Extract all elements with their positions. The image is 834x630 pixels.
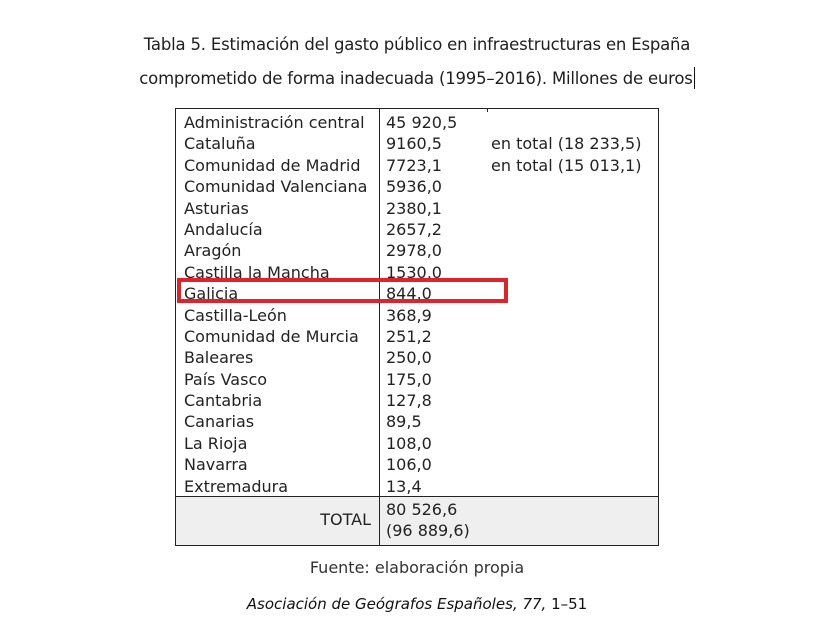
table-row [176, 305, 658, 326]
cell-value: 108,0 [386, 433, 432, 453]
cell-value: 175,0 [386, 369, 432, 389]
table-row [176, 240, 658, 261]
column-divider [379, 497, 380, 545]
total-label: TOTAL [320, 510, 371, 529]
data-table [175, 108, 659, 546]
cell-name: Baleares [184, 348, 254, 368]
cell-name: Andalucía [184, 219, 263, 239]
table-row [176, 476, 658, 497]
cell-name: Cantabria [184, 391, 263, 411]
highlight-box-galicia [177, 278, 508, 303]
journal-pages: 1–51 [551, 595, 588, 613]
cell-name: Cataluña [184, 134, 256, 154]
cell-name: Extremadura [184, 476, 288, 496]
cell-name: Comunidad de Madrid [184, 155, 361, 175]
table-caption-line-2 [0, 67, 834, 89]
table-body [176, 112, 658, 497]
cell-value: 2978,0 [386, 241, 442, 261]
cell-value: 106,0 [386, 455, 432, 475]
cell-name: Galicia [184, 284, 239, 304]
cell-name: Canarias [184, 412, 255, 432]
table-row [176, 198, 658, 219]
table-row [176, 411, 658, 432]
cell-value: 5936,0 [386, 177, 442, 197]
cell-name: Comunidad de Murcia [184, 326, 359, 346]
table-row [176, 326, 658, 347]
cell-name: Comunidad Valenciana [184, 177, 368, 197]
journal-citation [0, 595, 834, 613]
cell-value: 9160,5 [386, 134, 442, 154]
cell-name: Asturias [184, 198, 249, 218]
cell-value: 13,4 [386, 476, 422, 496]
table-row [176, 155, 658, 176]
table-row [176, 112, 658, 133]
cell-name: La Rioja [184, 433, 248, 453]
cell-name: Administración central [184, 113, 365, 132]
table-row [176, 219, 658, 240]
caption-text: comprometido de forma inadecuada (1995–2016). Millones de euros [139, 69, 693, 88]
cell-value: 89,5 [386, 412, 422, 432]
cell-name: Castilla la Mancha [184, 262, 330, 282]
source-note: Fuente: elaboración propia [309, 558, 525, 577]
table-caption-line-1: Tabla 5. Estimación del gasto público en infraestructuras en España [143, 35, 691, 54]
total-value-alt: (96 889,6) [386, 521, 470, 540]
cell-name: Castilla-León [184, 305, 287, 325]
table-row [176, 390, 658, 411]
table-row [176, 176, 658, 197]
table-row [176, 133, 658, 154]
cell-name: Navarra [184, 455, 248, 475]
journal-volume: 77, [522, 595, 547, 613]
cell-value: 127,8 [386, 391, 432, 411]
table-row [176, 433, 658, 454]
cell-value: 251,2 [386, 326, 432, 346]
table-row [176, 347, 658, 368]
cell-value: 368,9 [386, 305, 432, 325]
cell-name: Aragón [184, 241, 242, 261]
cell-value: 844,0 [386, 284, 432, 304]
text-cursor [694, 67, 695, 89]
cell-value: 250,0 [386, 348, 432, 368]
cell-name: País Vasco [184, 369, 268, 389]
table-row [176, 369, 658, 390]
journal-name: Asociación de Geógrafos Españoles, [246, 595, 518, 613]
cell-value: 2380,1 [386, 198, 442, 218]
cell-value: 1530,0 [386, 262, 442, 282]
total-value: 80 526,6 [386, 500, 458, 519]
cell-value: 2657,2 [386, 219, 442, 239]
cell-note: en total (15 013,1) [491, 155, 642, 175]
cell-value: 45 920,5 [386, 113, 458, 132]
cell-value: 7723,1 [386, 155, 442, 175]
table-row [176, 454, 658, 475]
total-row [176, 496, 658, 545]
cell-note: en total (18 233,5) [491, 134, 642, 154]
